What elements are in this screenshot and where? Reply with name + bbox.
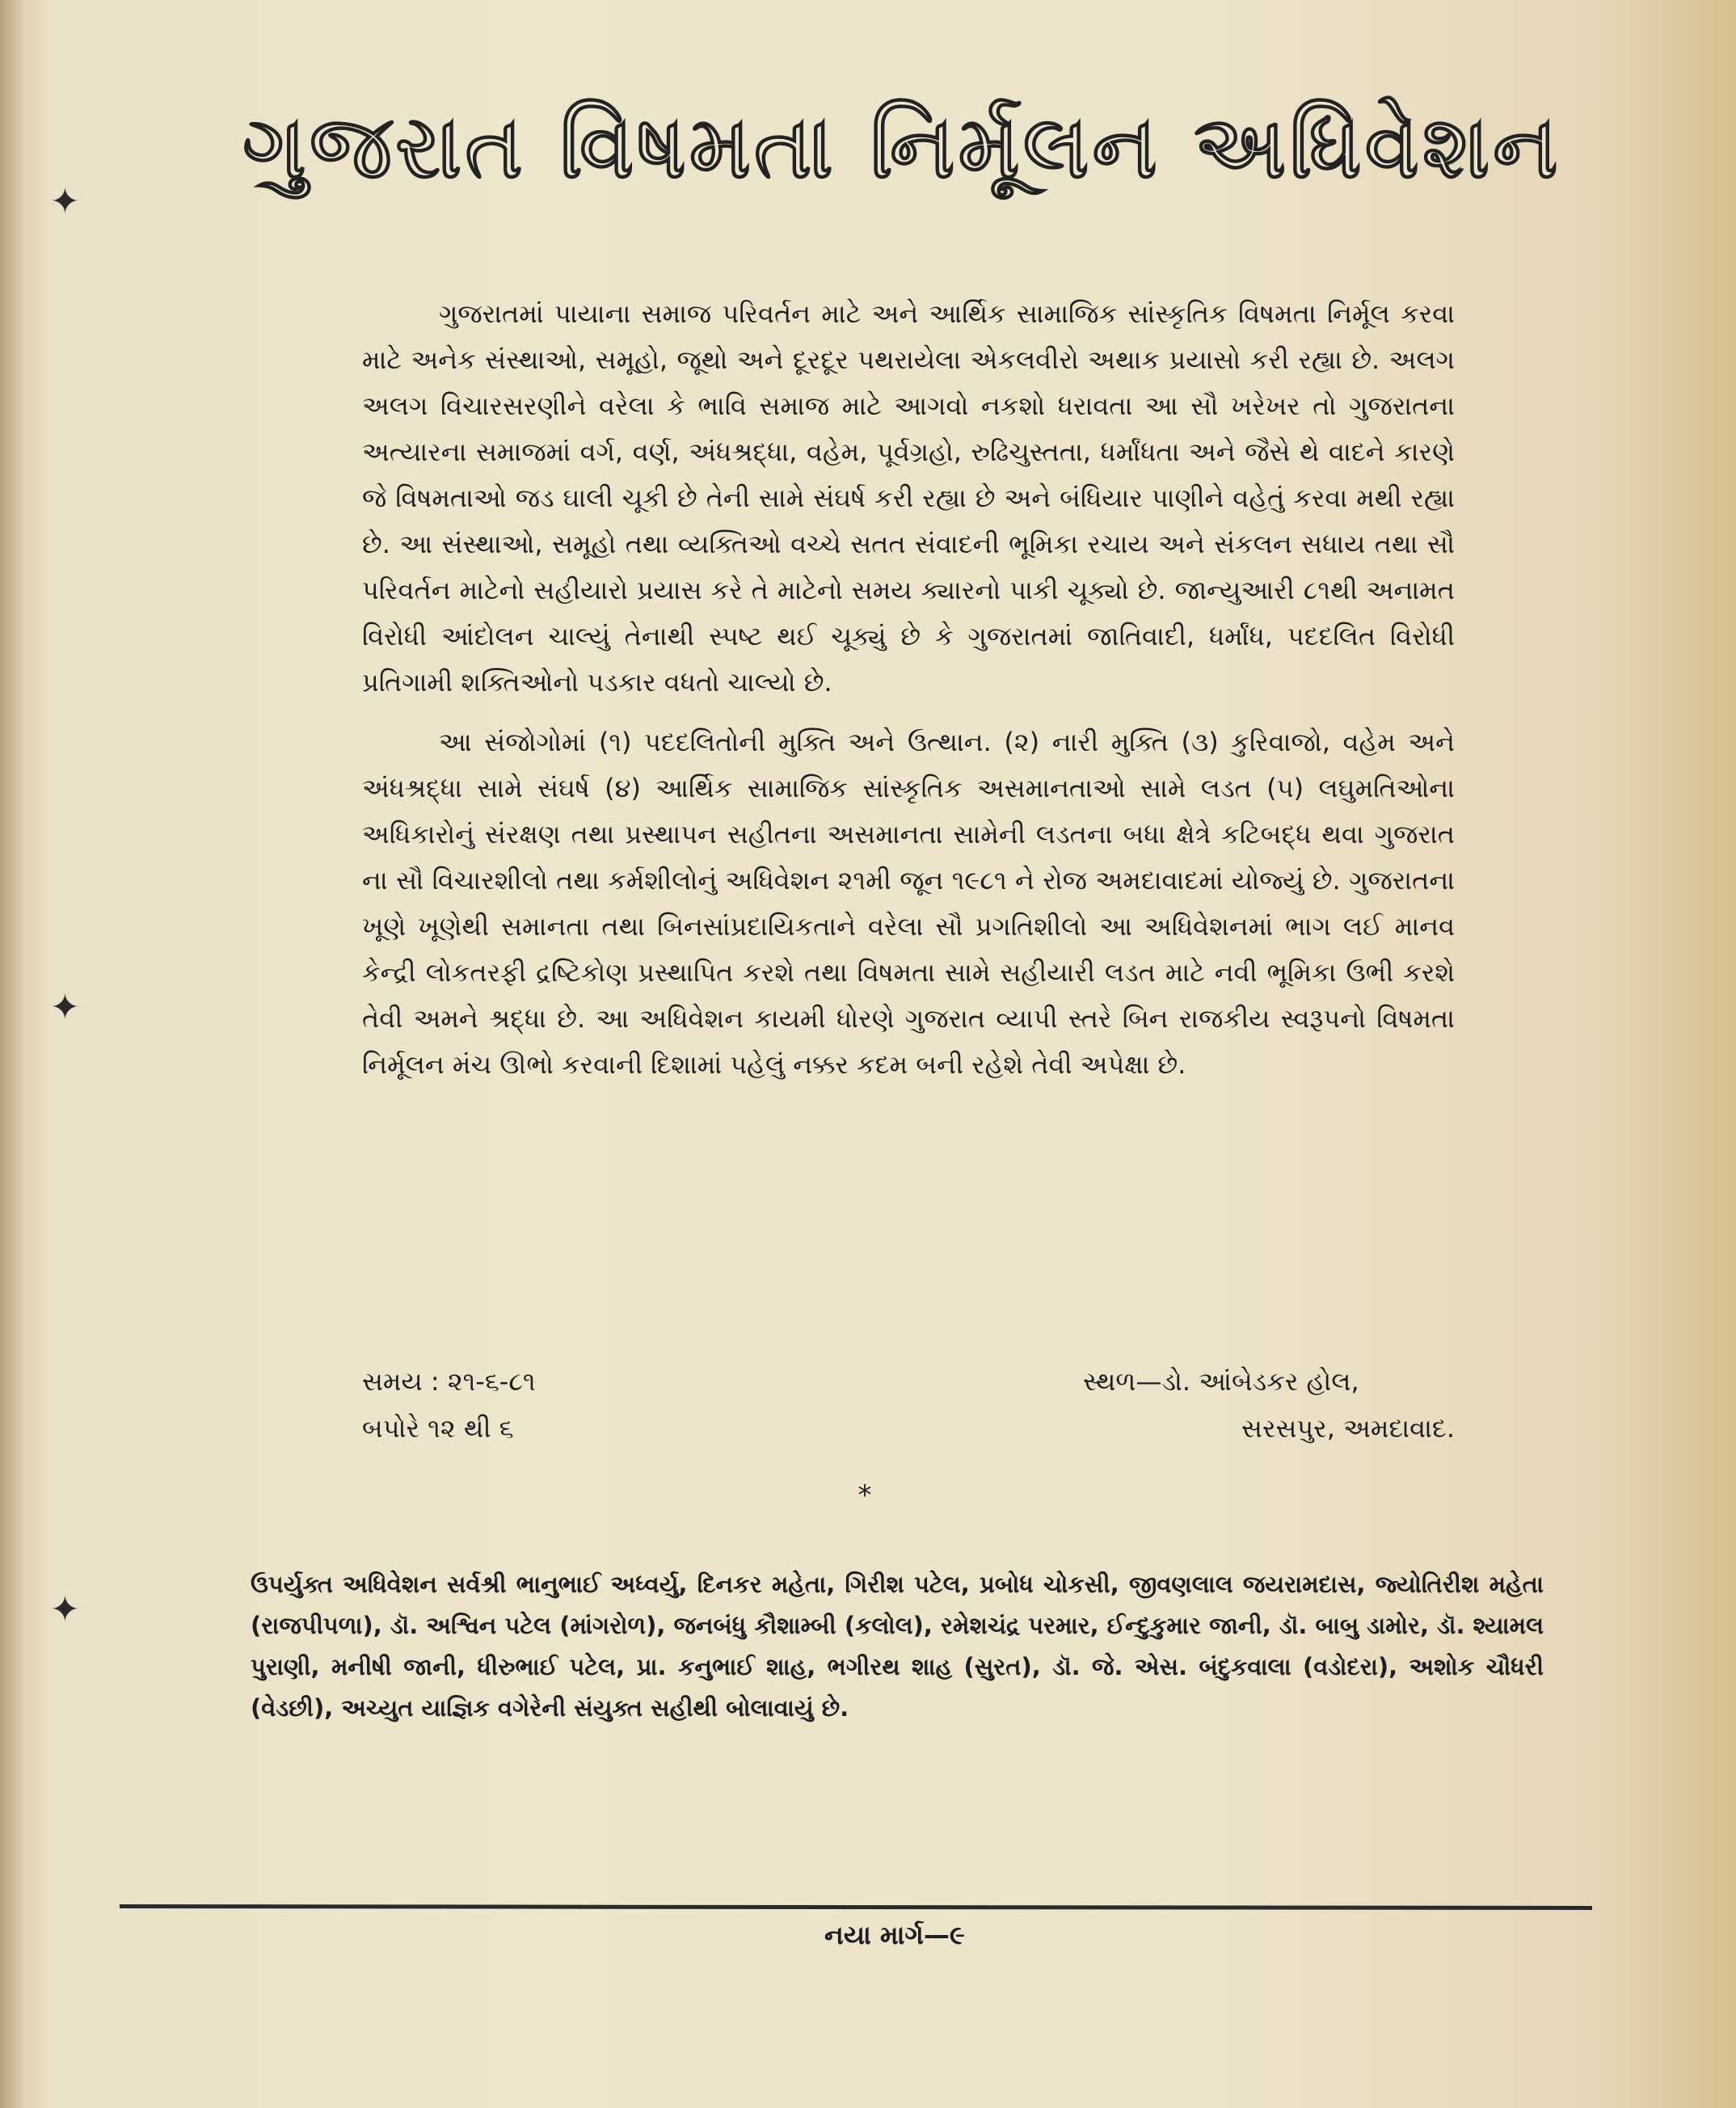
event-date: સમય : ૨૧-૬-૮૧ <box>362 1366 536 1397</box>
footer-rule <box>120 1904 1592 1910</box>
body-paragraph-2: આ સંજોગોમાં (૧) પદદલિતોની મુક્તિ અને ઉત્થાન. (૨) નારી મુક્તિ (૩) કુરિવાજો, વહેમ અને અંધશ્રદ્ધા સામે સંઘર્ષ (૪) આર્થિક સામાજિક સાંસ્કૃતિક અસમાનતાઓ સામે લડત (૫) લઘુમતિઓના અધિકારોનું સંરક્ષણ તથા પ્રસ્થાપન સહીતના અસમાનતા સામેની લડતના બધા ક્ષેત્રે કટિબદ્ધ થવા ગુજરાત ના સૌ વિચારશીલો તથા કર્મશીલોનું અધિવેશન ૨૧મી જૂન ૧૯૮૧ ને રોજ અમદાવાદમાં યોજ્યું છે. ગુજરાતના ખૂણે ખૂણેથી સમાનતા તથા બિનસાંપ્રદાયિકતાને વરેલા સૌ પ્રગતિશીલો આ અધિવેશનમાં ભાગ લઈ માનવ કેન્દ્રી લોકતરફી દ્રષ્ટિકોણ પ્રસ્થાપિત કરશે તથા વિષમતા સામે સહીયારી લડત માટે નવી ભૂમિકા ઉભી કરશે તેવી અમને શ્રદ્ધા છે. આ અધિવેશન કાયમી ધોરણે ગુજરાત વ્યાપી સ્તરે બિન રાજકીય સ્વરૂપનો વિષમતા નિર્મૂલન મંચ ઊભો કરવાની દિશામાં પહેલું નક્કર કદમ બની રહેશે તેવી અપેક્ષા છે. <box>362 727 1455 1080</box>
event-time <box>362 1358 536 1452</box>
binding-hole-mark-bottom: ✦ <box>50 1589 80 1630</box>
document-title: ગુજરાત વિષમતા નિર્મૂલન અધિવેશન <box>242 97 1561 198</box>
page-footer: નયા માર્ગ—૯ <box>824 1920 965 1950</box>
venue-hall: સ્થળ—ડો. આંબેડકર હોલ, <box>1083 1366 1359 1397</box>
document-body <box>362 291 1455 1088</box>
venue-city: સરસપુર, અમદાવાદ. <box>1241 1413 1455 1444</box>
page-fold-shadow <box>0 0 24 2108</box>
organizers-footnote: ઉપર્યુક્ત અધિવેશન સર્વશ્રી ભાનુભાઈ અધ્વર્યુ, દિનકર મહેતા, ગિરીશ પટેલ, પ્રબોધ ચોકસી, જીવણલાલ જયરામદાસ, જ્યોતિરીશ મહેતા (રાજપીપળા), ડૉ. અશ્વિન પટેલ (માંગરોળ), જનબંધુ કૌશામ્બી (કલોલ), રમેશચંદ્ર પરમાર, ઈન્દુકુમાર જાની, ડૉ. બાબુ ડામોર, ડૉ. શ્યામલ પુરાણી, મનીષી જાની, ધીરુભાઈ પટેલ, પ્રા. કનુભાઈ શાહ, ભગીરથ શાહ (સુરત), ડૉ. જે. એસ. બંદુકવાલા (વડોદરા), અશોક ચૌધરી (વેડછી), અચ્યુત યાજ્ઞિક વગેરેની સંયુક્ત સહીથી બોલાવાયું છે. <box>251 1570 1544 1722</box>
event-venue <box>1051 1358 1455 1452</box>
binding-hole-mark-middle: ✦ <box>50 987 80 1028</box>
body-paragraph-1: ગુજરાતમાં પાયાના સમાજ પરિવર્તન માટે અને આર્થિક સામાજિક સાંસ્કૃતિક વિષમતા નિર્મૂલ કરવા માટે અનેક સંસ્થાઓ, સમૂહો, જૂથો અને દૂરદૂર પથરાયેલા એકલવીરો અથાક પ્રયાસો કરી રહ્યા છે. અલગ અલગ વિચારસરણીને વરેલા કે ભાવિ સમાજ માટે આગવો નકશો ધરાવતા આ સૌ ખરેખર તો ગુજરાતના અત્યારના સમાજમાં વર્ગ, વર્ણ, અંધશ્રદ્ધા, વહેમ, પૂર્વગ્રહો, રુઢિચુસ્તતા, ધર્માંધતા અને જૈસે થે વાદને કારણે જે વિષમતાઓ જડ ઘાલી ચૂકી છે તેની સામે સંઘર્ષ કરી રહ્યા છે અને બંધિયાર પાણીને વહેતું કરવા મથી રહ્યા છે. આ સંસ્થાઓ, સમૂહો તથા વ્યક્તિઓ વચ્ચે સતત સંવાદની ભૂમિકા રચાય અને સંકલન સધાય તથા સૌ પરિવર્તન માટેનો સહીયારો પ્રયાસ કરે તે માટેનો સમય ક્યારનો પાકી ચૂક્યો છે. જાન્યુઆરી ૮૧થી અનામત વિરોધી આંદોલન ચાલ્યું તેનાથી સ્પષ્ટ થઈ ચૂક્યું છે કે ગુજરાતમાં જાતિવાદી, ધર્માંધ, પદદલિત વિરોધી પ્રતિગામી શક્તિઓનો પડકાર વધતો ચાલ્યો છે. <box>362 298 1455 698</box>
binding-hole-mark-top: ✦ <box>50 181 80 222</box>
event-hours: બપોરે ૧૨ થી ૬ <box>362 1413 514 1444</box>
section-separator: * <box>857 1479 872 1511</box>
